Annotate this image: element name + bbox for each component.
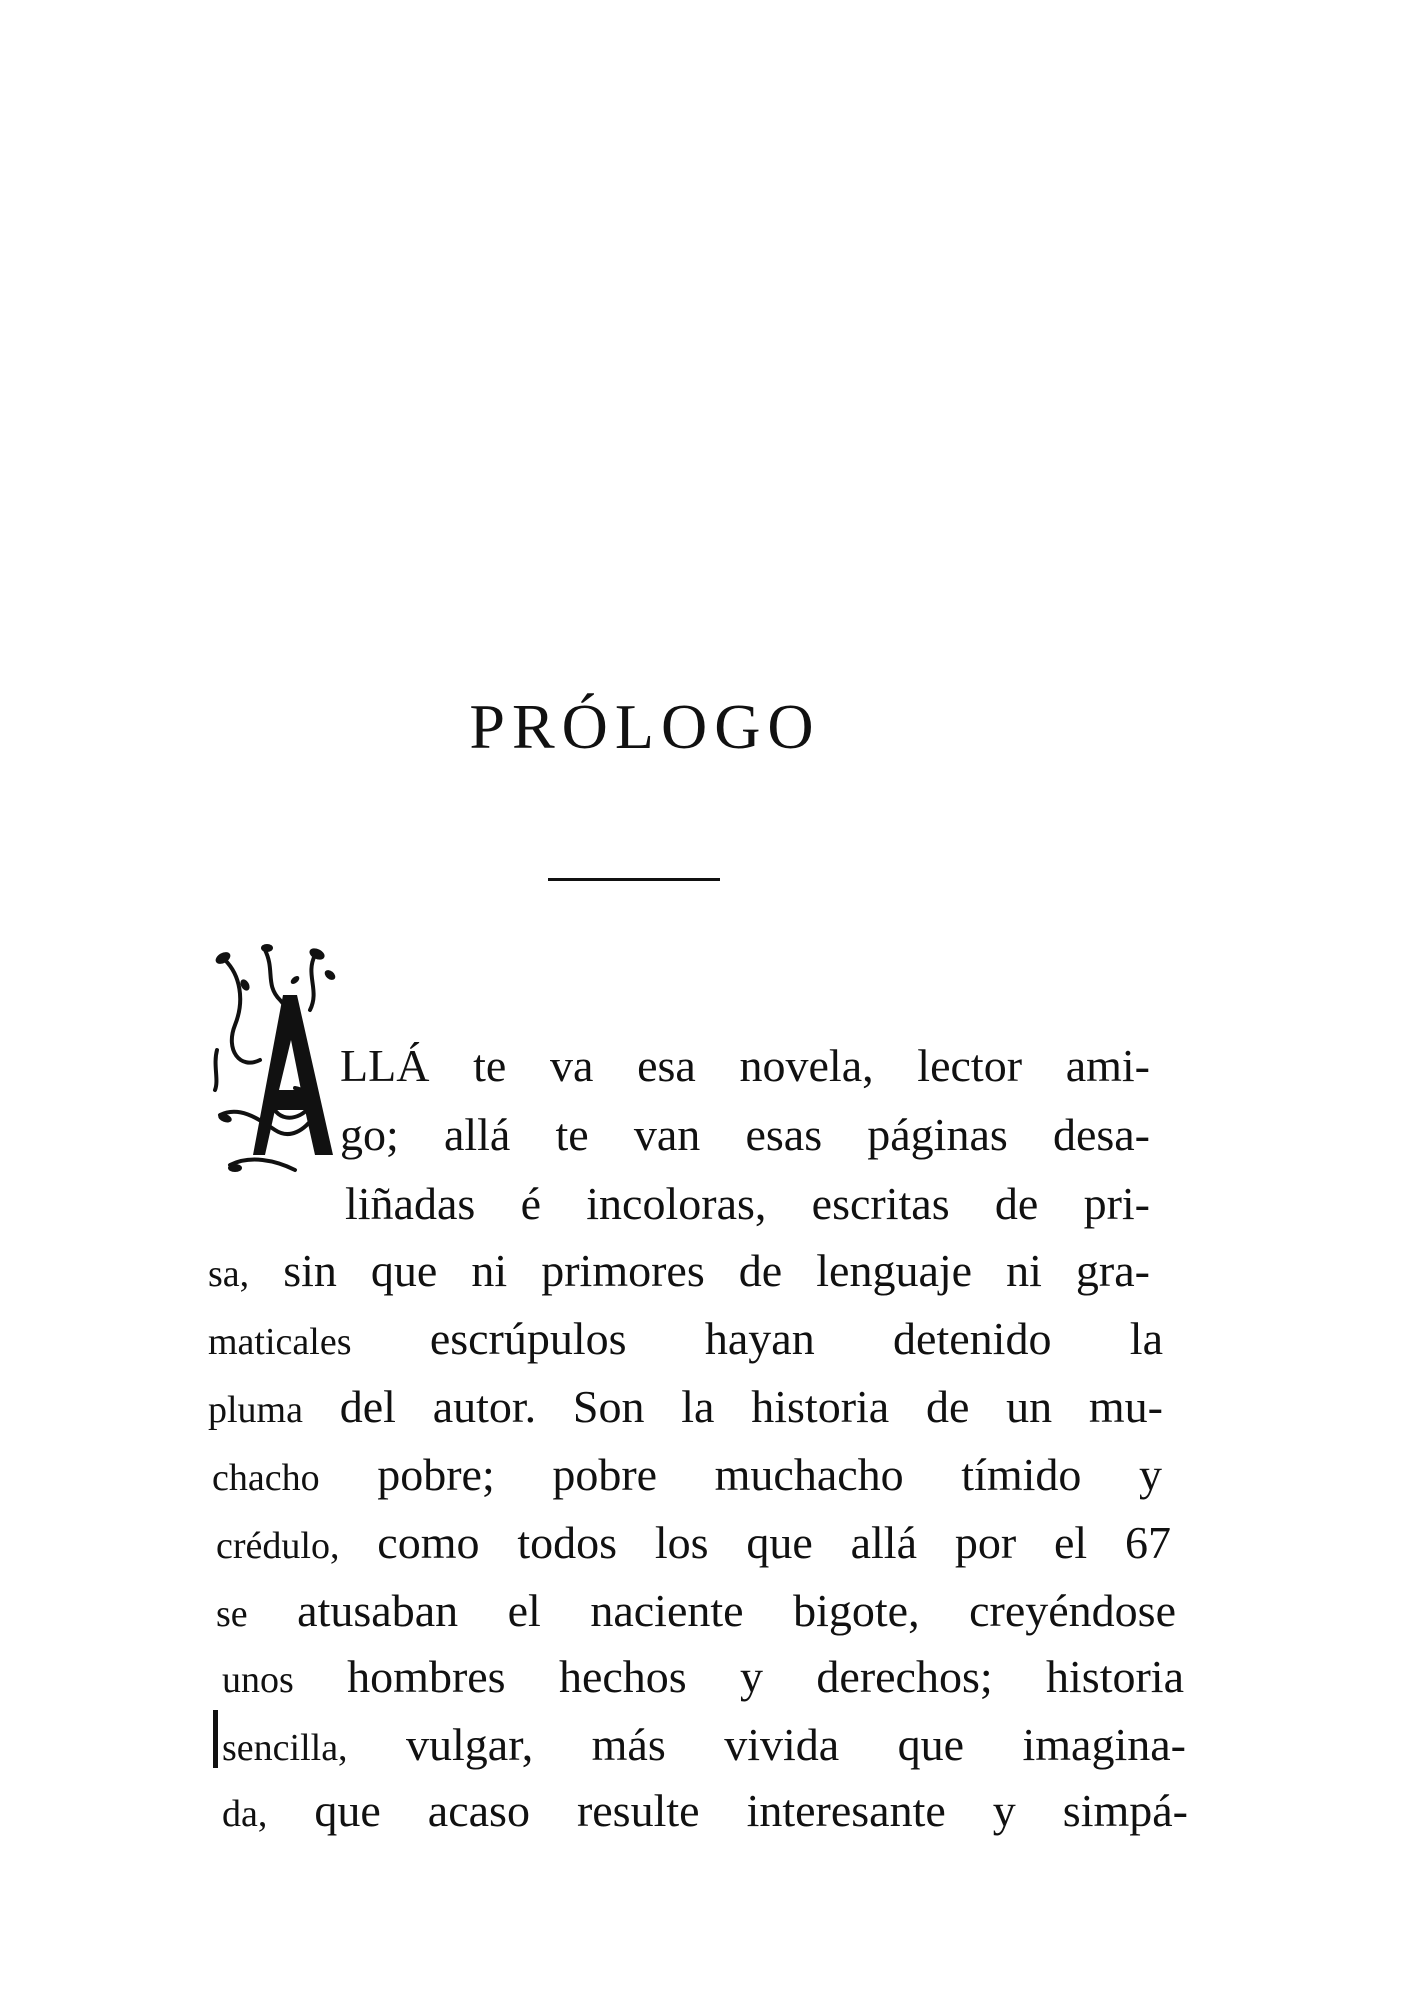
margin-ink-mark <box>213 1710 218 1768</box>
text-line-lead: crédulo, <box>216 1525 340 1567</box>
text-line-content: te va esa novela, lector ami- <box>429 1040 1150 1091</box>
text-line <box>208 1245 1150 1296</box>
text-line-content: escrúpulos hayan detenido la <box>351 1313 1163 1364</box>
text-line-content: como todos los que allá por el 67 <box>339 1517 1171 1568</box>
text-line <box>340 1040 1150 1091</box>
initial-small-caps: LLÁ <box>340 1040 430 1091</box>
text-line-content: go; allá te van esas páginas desa- <box>340 1109 1150 1160</box>
text-line <box>340 1109 1150 1160</box>
text-line-content: del autor. Son la historia de un mu- <box>302 1381 1163 1432</box>
text-line <box>222 1651 1184 1702</box>
title-divider <box>548 878 720 881</box>
text-line-content: que acaso resulte interesante y simpá- <box>267 1785 1188 1836</box>
text-line-content: liñadas é incoloras, escritas de pri- <box>345 1178 1150 1229</box>
text-line <box>222 1785 1188 1836</box>
text-line-content: vulgar, más vivida que imagina- <box>347 1719 1186 1770</box>
text-line <box>208 1381 1163 1432</box>
text-line-lead: sa, <box>208 1253 250 1295</box>
text-line-content: pobre; pobre muchacho tímido y <box>319 1449 1162 1500</box>
text-line <box>216 1517 1171 1568</box>
text-line-lead: se <box>216 1593 248 1635</box>
text-line-lead: maticales <box>208 1321 352 1363</box>
text-line-content: sin que ni primores de lenguaje ni gra- <box>249 1245 1150 1296</box>
text-line-lead: sencilla, <box>222 1727 348 1769</box>
text-line-lead: unos <box>222 1659 294 1701</box>
text-line-content: atusaban el naciente bigote, creyéndose <box>247 1585 1176 1636</box>
text-line <box>216 1585 1176 1636</box>
text-line-lead: da, <box>222 1793 268 1835</box>
chapter-title: PRÓLOGO <box>469 691 821 762</box>
text-line <box>212 1449 1162 1500</box>
text-line-lead: pluma <box>208 1389 303 1431</box>
decorated-initial-icon <box>205 940 355 1185</box>
text-line <box>345 1178 1150 1229</box>
text-line <box>208 1313 1163 1364</box>
text-line-content: hombres hechos y derechos; historia <box>293 1651 1184 1702</box>
text-line-lead: chacho <box>212 1457 320 1499</box>
text-line <box>222 1719 1186 1770</box>
